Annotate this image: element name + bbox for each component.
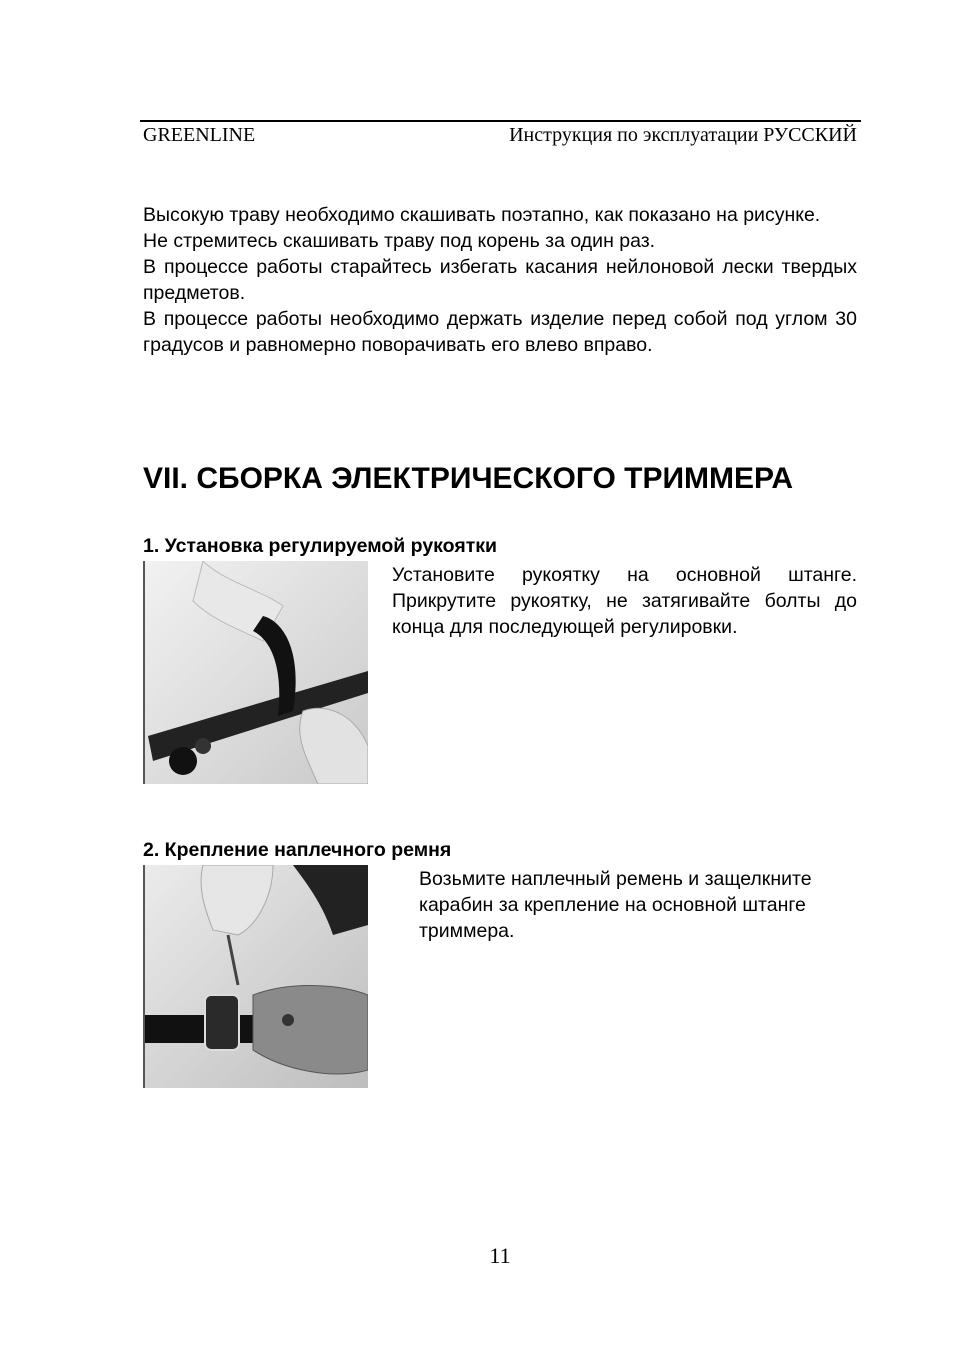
intro-paragraph: В процессе работы необходимо держать изделие перед собой под углом 30 градусов и равномерно поворачивать его влево вправо.: [143, 308, 857, 356]
intro-text: [143, 202, 857, 358]
page-number: 11: [489, 1243, 511, 1268]
intro-paragraph: Не стремитесь скашивать траву под корень за один раз.: [143, 230, 656, 252]
step-2-text: Возьмите наплечный ремень и защелкните карабин за крепление на основной штанге триммера.: [419, 868, 812, 942]
step-2-title: 2. Крепление наплечного ремня: [143, 839, 452, 861]
shoulder-strap-photo: [143, 865, 368, 1088]
header-rule: [140, 120, 861, 122]
section-title: VII. СБОРКА ЭЛЕКТРИЧЕСКОГО ТРИММЕРА: [143, 462, 794, 495]
step-1-title: 1. Установка регулируемой рукоятки: [143, 535, 498, 557]
header-manual-title: Инструкция по эксплуатации РУССКИЙ: [509, 124, 857, 146]
step-1-text: Установите рукоятку на основной штанге. Прикрутите рукоятку, не затягивайте болты до конца для последующей регулировки.: [392, 564, 857, 638]
header-brand: GREENLINE: [143, 124, 256, 146]
handle-installation-photo: [143, 561, 368, 784]
intro-paragraph: Высокую траву необходимо скашивать поэтапно, как показано на рисунке.: [143, 204, 821, 226]
intro-paragraph: В процессе работы старайтесь избегать касания нейлоновой лески твердых предметов.: [143, 256, 857, 304]
